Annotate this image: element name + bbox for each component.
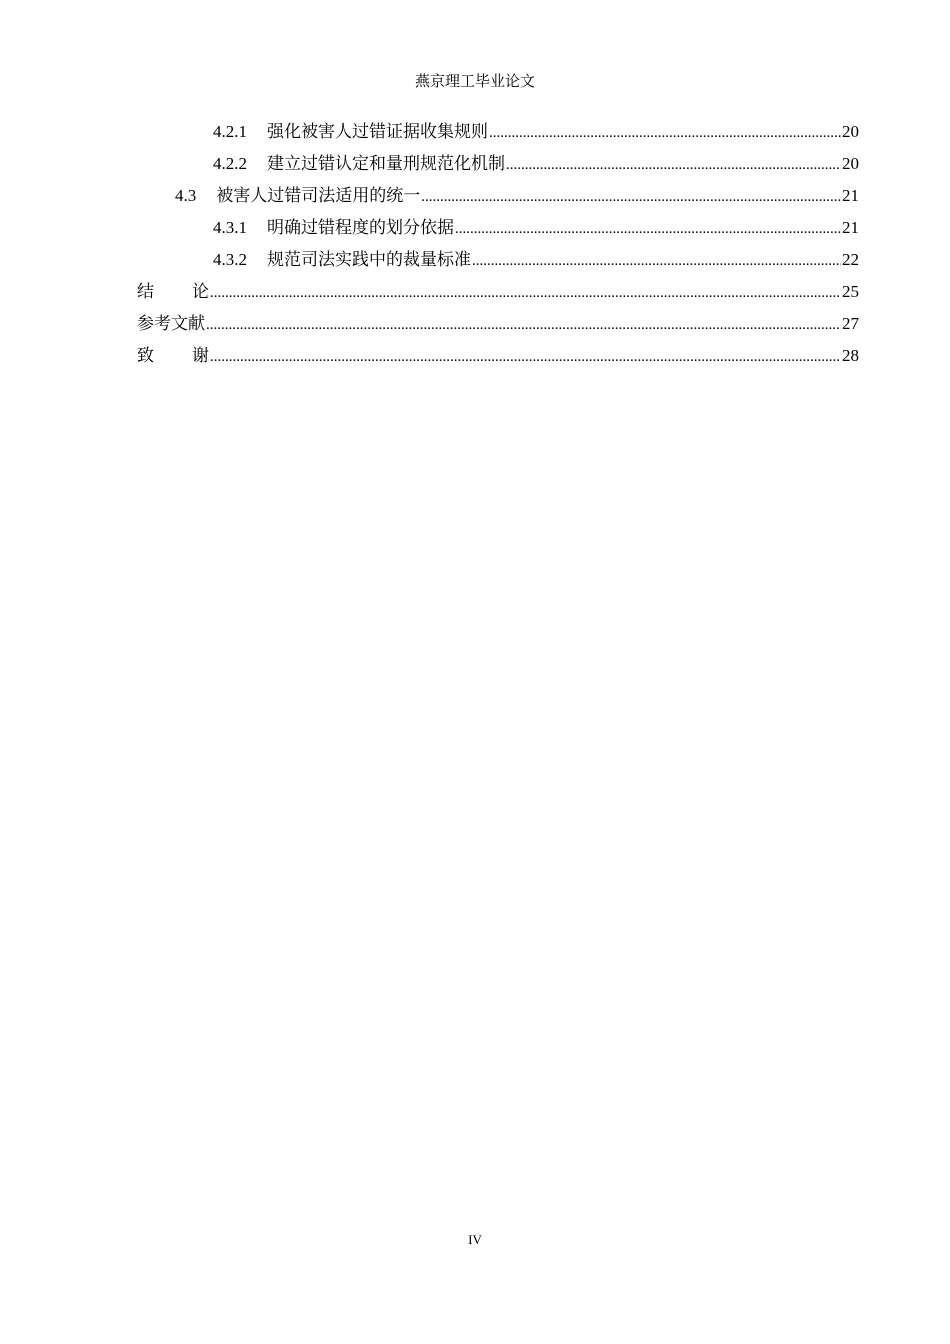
toc-leader-dots (210, 277, 841, 309)
toc-entry-title: 规范司法实践中的裁量标准 (267, 250, 471, 270)
toc-entry-number: 4.2.1 (213, 122, 247, 141)
toc-entry-page: 21 (842, 218, 859, 237)
toc-entry-references[interactable] (137, 308, 859, 340)
toc-entry-page: 20 (842, 154, 859, 173)
toc-entry-page: 21 (842, 186, 859, 205)
toc-entry-page: 22 (842, 250, 859, 269)
toc-entry[interactable] (137, 148, 859, 180)
toc-entry-title: 强化被害人过错证据收集规则 (267, 122, 488, 142)
toc-entry-title: 被害人过错司法适用的统一 (216, 186, 421, 206)
toc-entry-title: 结论 (137, 282, 247, 302)
toc-entry-title: 参考文献 (137, 314, 205, 334)
toc-leader-dots (472, 245, 841, 277)
toc-entry-page: 28 (842, 346, 859, 365)
toc-leader-dots (455, 213, 841, 245)
toc-entry-number: 4.3.1 (213, 218, 247, 237)
table-of-contents (137, 116, 859, 372)
toc-entry-number: 4.2.2 (213, 154, 247, 173)
toc-entry-title: 致谢 (137, 346, 247, 366)
toc-leader-dots (421, 181, 841, 213)
toc-entry[interactable] (137, 244, 859, 276)
toc-entry-conclusion[interactable] (137, 276, 859, 308)
toc-entry-page: 20 (842, 122, 859, 141)
toc-entry-page: 25 (842, 282, 859, 301)
page-header: 燕京理工毕业论文 (414, 72, 535, 90)
page-number: IV (468, 1232, 482, 1247)
toc-entry[interactable] (137, 180, 859, 212)
toc-entry-title: 明确过错程度的划分依据 (267, 218, 454, 238)
toc-entry-number: 4.3.2 (213, 250, 247, 269)
toc-leader-dots (489, 117, 841, 149)
toc-entry-acknowledgements[interactable] (137, 340, 859, 372)
toc-entry-number: 4.3 (175, 186, 197, 205)
toc-entry[interactable] (137, 212, 859, 244)
toc-leader-dots (206, 309, 841, 341)
toc-leader-dots (506, 149, 841, 181)
toc-entry[interactable] (137, 116, 859, 148)
toc-entry-title: 建立过错认定和量刑规范化机制 (267, 154, 505, 174)
toc-leader-dots (210, 341, 841, 373)
toc-entry-page: 27 (842, 314, 859, 333)
